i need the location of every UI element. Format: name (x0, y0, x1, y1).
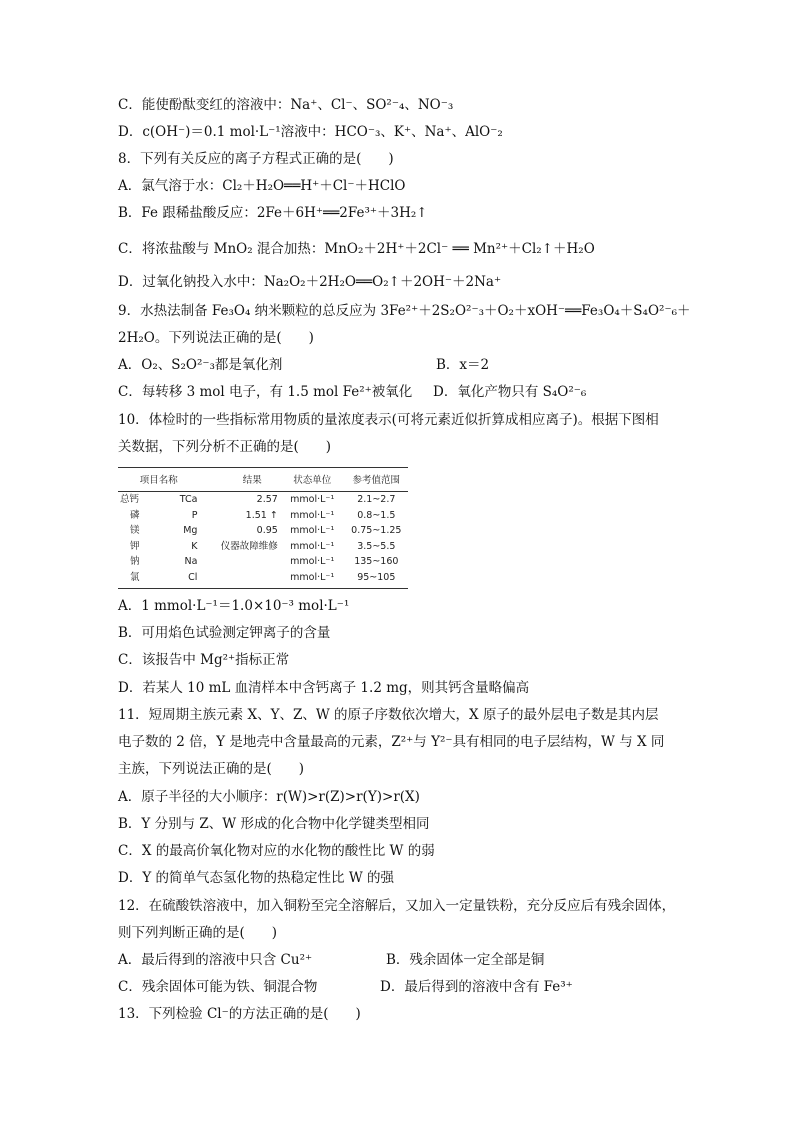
q12-option-a: A．最后得到的溶液中只含 Cu²⁺ (118, 952, 313, 968)
q8-option-c: C．将浓盐酸与 MnO₂ 混合加热：MnO₂＋2H⁺＋2Cl⁻ ══ Mn²⁺＋Cl₂↑＋H₂O (118, 241, 595, 257)
row-reference: 95~105 (345, 570, 408, 588)
q13-stem: 13．下列检验 Cl⁻的方法正确的是( ) (118, 1006, 361, 1022)
row-result: 仪器故障维修 (220, 540, 278, 552)
q9-option-b: B．x＝2 (436, 357, 490, 373)
row-symbol: Cl (153, 570, 199, 588)
row-unit: mmol·L⁻¹ (280, 570, 345, 588)
q11-stem-line1: 11．短周期主族元素 X、Y、Z、W 的原子序数依次增大，X 原子的最外层电子数是其内层 (118, 707, 659, 723)
q9-option-d: D．氧化产物只有 S₄O²⁻₆ (433, 384, 587, 400)
row-reference: 135~160 (354, 556, 399, 568)
q12-option-b: B．残余固体一定全部是铜 (386, 952, 545, 968)
header-item-name: 项目名称 (118, 468, 199, 492)
q10-stem-line2: 关数据，下列分析不正确的是( ) (118, 439, 332, 455)
q8-option-b: B．Fe 跟稀盐酸反应：2Fe＋6H⁺══2Fe³⁺＋3H₂↑ (118, 205, 428, 221)
report-header-row (118, 468, 408, 492)
row-unit: mmol·L⁻¹ (290, 494, 335, 505)
q11-option-a: A．原子半径的大小顺序：r(W)>r(Z)>r(Y)>r(X) (118, 789, 420, 805)
table-row (118, 492, 408, 508)
row-unit: mmol·L⁻¹ (290, 540, 335, 552)
row-symbol: K (191, 540, 198, 552)
q12-stem-line1: 12．在硫酸铁溶液中，加入铜粉至完全溶解后，又加入一定量铁粉，充分反应后有残余固体， (118, 898, 676, 914)
row-result (199, 570, 279, 588)
row-cn-name: 镁 (130, 525, 140, 537)
q10-option-b: B．可用焰色试验测定钾离子的含量 (118, 625, 331, 641)
q11-option-d: D．Y 的简单气态氢化物的热稳定性比 W 的强 (118, 870, 394, 886)
row-reference: 0.8~1.5 (357, 509, 396, 521)
header-reference: 参考值范围 (345, 468, 408, 492)
q9-stem-line2: 2H₂O。下列说法正确的是( ) (118, 330, 314, 346)
row-cn-name: 钾 (130, 540, 140, 552)
row-cn-name: 总钙 (120, 494, 140, 505)
row-symbol: Na (184, 556, 198, 568)
table-row (118, 570, 408, 588)
q10-option-c: C．该报告中 Mg²⁺指标正常 (118, 652, 290, 668)
q12-stem-line2: 则下列判断正确的是( ) (118, 925, 278, 941)
row-reference: 0.75~1.25 (351, 525, 402, 537)
row-unit: mmol·L⁻¹ (290, 525, 335, 537)
q9-option-a: A．O₂、S₂O²⁻₃都是氧化剂 (118, 357, 283, 373)
q11-stem-line2: 电子数的 2 倍，Y 是地壳中含量最高的元素，Z²⁺与 Y²⁻具有相同的电子层结构，W 与 X 同 (118, 734, 665, 750)
row-reference: 3.5~5.5 (357, 540, 396, 552)
q8-option-a: A．氯气溶于水：Cl₂＋H₂O══H⁺＋Cl⁻＋HClO (118, 178, 406, 194)
row-unit: mmol·L⁻¹ (290, 509, 335, 521)
q11-stem-line3: 主族，下列说法正确的是( ) (118, 761, 305, 777)
row-cn-name: 磷 (130, 509, 140, 521)
header-unit: 状态单位 (280, 468, 345, 492)
table-row (118, 554, 408, 570)
q11-option-c: C．X 的最高价氧化物对应的水化物的酸性比 W 的弱 (118, 843, 435, 859)
row-cn-name: 氯 (118, 570, 153, 588)
header-result: 结果 (199, 468, 279, 492)
table-row (118, 523, 408, 539)
lab-report-table (118, 467, 408, 589)
q10-stem-line1: 10．体检时的一些指标常用物质的量浓度表示(可将元素近似折算成相应离子)。根据下图相 (118, 412, 659, 428)
row-cn-name: 钠 (130, 556, 140, 568)
q11-option-b: B．Y 分别与 Z、W 形成的化合物中化学键类型相同 (118, 816, 430, 832)
row-unit: mmol·L⁻¹ (290, 556, 335, 568)
row-result: 1.51 ↑ (245, 509, 278, 521)
q8-option-d: D．过氧化钠投入水中：Na₂O₂＋2H₂O══O₂↑＋2OH⁻＋2Na⁺ (118, 274, 502, 290)
row-symbol: P (191, 509, 198, 521)
q8-stem: 8．下列有关反应的离子方程式正确的是( ) (118, 151, 394, 167)
row-result: 2.57 (256, 494, 278, 505)
q9-stem-line1: 9．水热法制备 Fe₃O₄ 纳米颗粒的总反应为 3Fe²⁺＋2S₂O²⁻₃＋O₂＋xOH⁻══Fe₃O₄＋S₄O²⁻₆＋ (118, 303, 691, 319)
q12-option-d: D．最后得到的溶液中含有 Fe³⁺ (380, 979, 573, 995)
row-reference: 2.1~2.7 (357, 494, 396, 505)
q10-option-a: A．1 mmol·L⁻¹＝1.0×10⁻³ mol·L⁻¹ (118, 598, 350, 614)
table-row (118, 508, 408, 524)
q7-option-c: C．能使酚酞变红的溶液中：Na⁺、Cl⁻、SO²⁻₄、NO⁻₃ (118, 97, 454, 113)
q7-option-d: D．c(OH⁻)＝0.1 mol·L⁻¹溶液中：HCO⁻₃、K⁺、Na⁺、AlO⁻₂ (118, 124, 503, 140)
q10-option-d: D．若某人 10 mL 血清样本中含钙离子 1.2 mg，则其钙含量略偏高 (118, 680, 530, 696)
row-result (199, 554, 279, 570)
q12-option-c: C．残余固体可能为铁、铜混合物 (118, 979, 318, 995)
table-row (118, 539, 408, 555)
row-result: 0.95 (256, 525, 278, 537)
row-symbol: TCa (179, 494, 198, 505)
q9-option-c: C．每转移 3 mol 电子，有 1.5 mol Fe²⁺被氧化 (118, 384, 413, 400)
row-symbol: Mg (183, 525, 198, 537)
